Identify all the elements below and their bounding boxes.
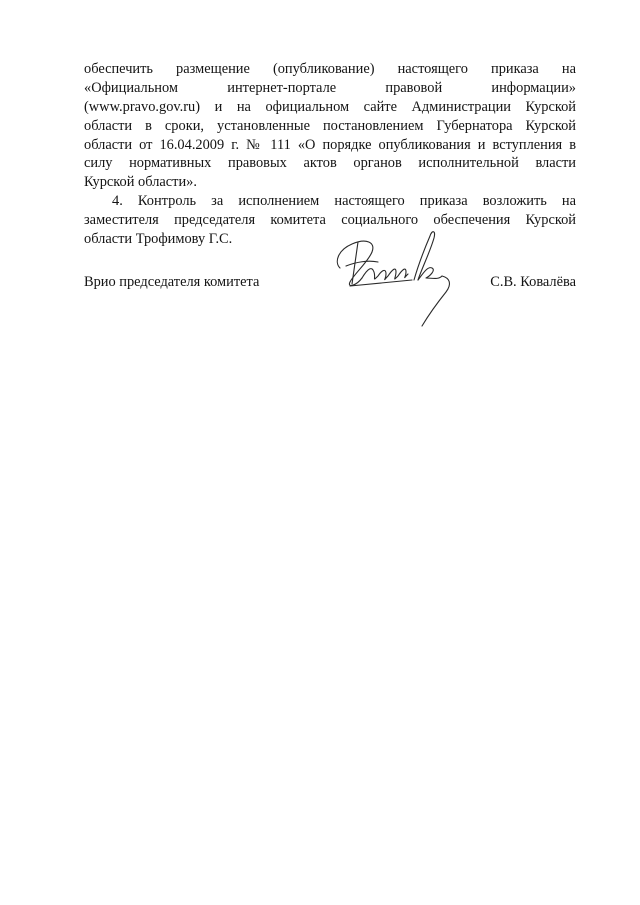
text-line: заместителя председателя комитета социального обеспечения Курской bbox=[84, 212, 576, 229]
text-line: (www.pravo.gov.ru) и на официальном сайте Администрации Курской bbox=[84, 98, 576, 115]
text-line: обеспечить размещение (опубликование) настоящего приказа на bbox=[84, 61, 576, 77]
document-body bbox=[84, 60, 576, 249]
paragraph-4 bbox=[84, 192, 576, 249]
text-line: силу нормативных правовых актов органов исполнительной власти bbox=[84, 155, 576, 172]
signature-block bbox=[84, 272, 576, 292]
text-line: области Трофимову Г.С. bbox=[84, 231, 233, 248]
text-line: области в сроки, установленные постановлением Губернатора Курской bbox=[84, 117, 576, 134]
signer-name: С.В. Ковалёва bbox=[490, 274, 576, 290]
text-line: области от 16.04.2009 г. № 111 «О порядке опубликования и вступления в bbox=[84, 136, 576, 153]
paragraph-3 bbox=[84, 60, 576, 192]
signer-position: Врио председателя комитета bbox=[84, 274, 260, 290]
text-line: Курской области». bbox=[84, 174, 197, 191]
text-line: «Официальном интернет-портале правовой информации» bbox=[84, 79, 576, 96]
text-line: 4. Контроль за исполнением настоящего приказа возложить на bbox=[112, 193, 576, 210]
